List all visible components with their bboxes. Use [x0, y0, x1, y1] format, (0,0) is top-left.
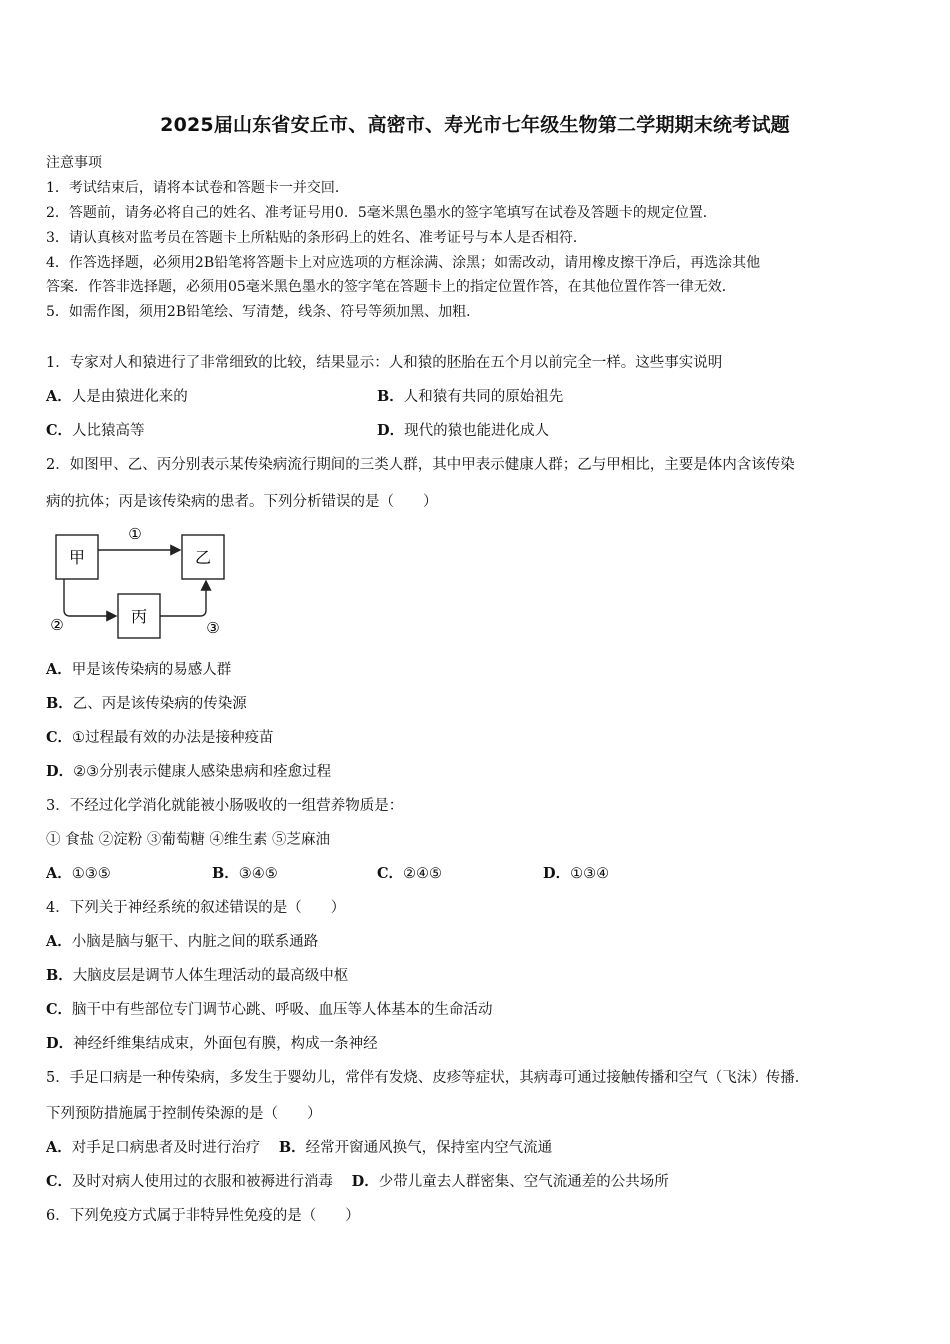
option-text: 大脑皮层是调节人体生理活动的最高级中枢: [72, 968, 349, 984]
option-label: B．: [212, 865, 239, 882]
box-bing-label: 丙: [130, 607, 148, 626]
option-label: D．: [377, 422, 405, 439]
option-text: ①③⑤: [71, 866, 111, 882]
q4-option-d: [46, 1032, 378, 1053]
option-text: 经常开窗通风换气，保持室内空气流通: [305, 1140, 553, 1156]
option-text: ②③分别表示健康人感染患病和痊愈过程: [73, 764, 332, 780]
option-label: D．: [46, 763, 74, 780]
option-text: ①过程最有效的办法是接种疫苗: [72, 730, 274, 746]
q5-options-row1: [46, 1136, 552, 1157]
option-text: 人和猿有共同的原始祖先: [403, 389, 564, 405]
option-label: A．: [46, 388, 72, 405]
box-yi-label: 乙: [194, 548, 212, 567]
q3-items: ① 食盐 ②淀粉 ③葡萄糖 ④维生素 ⑤芝麻油: [46, 832, 331, 848]
q3-stem: 3．不经过化学消化就能被小肠吸收的一组营养物质是：: [46, 798, 404, 814]
option-text: 现代的猿也能进化成人: [404, 423, 550, 439]
q2-option-a: [46, 658, 231, 679]
option-text: 人是由猿进化来的: [71, 389, 188, 405]
notice-item: 1．考试结束后，请将本试卷和答题卡一并交回．: [46, 180, 349, 196]
mark-1: ①: [128, 525, 142, 543]
notice-item: 2．答题前，请务必将自己的姓名、准考证号用0．5毫米黑色墨水的签字笔填写在试卷及答题卡的规定位置．: [46, 205, 717, 221]
q2-stem-line1: 2．如图甲、乙、丙分别表示某传染病流行期间的三类人群，其中甲表示健康人群；乙与甲相比，主要是体内含该传染: [46, 457, 795, 473]
option-text: 乙、丙是该传染病的传染源: [72, 696, 247, 712]
q6-stem: 6．下列免疫方式属于非特异性免疫的是（ ）: [46, 1208, 360, 1224]
arrow-2: [64, 579, 116, 616]
exam-title: 2025届山东省安丘市、高密市、寿光市七年级生物第二学期期末统考试题: [160, 114, 790, 136]
option-text: 少带儿童去人群密集、空气流通差的公共场所: [378, 1174, 669, 1190]
arrow-3: [160, 581, 206, 616]
option-label: D．: [543, 865, 571, 882]
mark-2: ②: [50, 616, 64, 634]
option-label: B．: [377, 388, 404, 405]
option-label: B．: [46, 695, 73, 712]
option-text: ③④⑤: [238, 866, 278, 882]
box-jia-label: 甲: [68, 548, 86, 567]
q2-option-b: [46, 692, 247, 713]
q2-diagram: [42, 520, 242, 645]
q2-stem-line2: 病的抗体；丙是该传染病的患者。下列分析错误的是（ ）: [46, 494, 438, 510]
option-text: 及时对病人使用过的衣服和被褥进行消毒: [72, 1174, 334, 1190]
q5-stem-line1: 5．手足口病是一种传染病，多发生于婴幼儿，常伴有发烧、皮疹等症状，其病毒可通过接触传播和空气（飞沫）传播．: [46, 1070, 810, 1086]
option-text: 甲是该传染病的易感人群: [71, 662, 232, 678]
option-text: 对手足口病患者及时进行治疗: [71, 1140, 261, 1156]
option-label: C．: [46, 1001, 73, 1018]
option-label: A．: [46, 865, 72, 882]
option-text: ②④⑤: [403, 866, 443, 882]
option-text: 神经纤维集结成束，外面包有膜，构成一条神经: [73, 1036, 378, 1052]
mark-3: ③: [206, 619, 220, 637]
option-label: A．: [46, 933, 72, 950]
option-text: 人比猿高等: [72, 423, 145, 439]
option-label: D．: [46, 1035, 74, 1052]
option-label: C．: [46, 1173, 73, 1190]
q5-stem-line2: 下列预防措施属于控制传染源的是（ ）: [46, 1106, 322, 1122]
q4-stem: 4．下列关于神经系统的叙述错误的是（ ）: [46, 900, 346, 916]
option-text: 小脑是脑与躯干、内脏之间的联系通路: [71, 934, 319, 950]
q4-option-a: [46, 930, 318, 951]
notice-item: 4．作答选择题，必须用2B铅笔将答题卡上对应选项的方框涂满、涂黑；如需改动，请用橡皮擦干净后，再选涂其他: [46, 255, 761, 271]
q2-option-d: [46, 760, 331, 781]
option-label: C．: [46, 422, 73, 439]
option-label: A．: [46, 661, 72, 678]
q5-options-row2: [46, 1170, 669, 1191]
notice-item: 5．如需作图，须用2B铅笔绘、写清楚，线条、符号等须加黑、加粗．: [46, 304, 481, 320]
q4-option-c: [46, 998, 493, 1019]
q2-option-c: [46, 726, 274, 747]
option-text: 脑干中有些部位专门调节心跳、呼吸、血压等人体基本的生命活动: [72, 1002, 493, 1018]
option-label: B．: [278, 1139, 306, 1156]
option-label: D．: [351, 1173, 379, 1190]
option-label: B．: [46, 967, 73, 984]
notice-item: 答案．作答非选择题，必须用05毫米黑色墨水的签字笔在答题卡上的指定位置作答，在其他位置作答一律无效．: [46, 279, 736, 295]
q4-option-b: [46, 964, 348, 985]
q1-stem: 1．专家对人和猿进行了非常细致的比较，结果显示：人和猿的胚胎在五个月以前完全一样。这些事实说明: [46, 355, 723, 371]
option-text: ①③④: [570, 866, 610, 882]
option-label: C．: [377, 865, 404, 882]
notice-item: 3．请认真核对监考员在答题卡上所粘贴的条形码上的姓名、准考证号与本人是否相符．: [46, 230, 587, 246]
option-label: C．: [46, 729, 73, 746]
option-label: A．: [46, 1139, 72, 1156]
notice-heading: 注意事项: [46, 155, 102, 171]
